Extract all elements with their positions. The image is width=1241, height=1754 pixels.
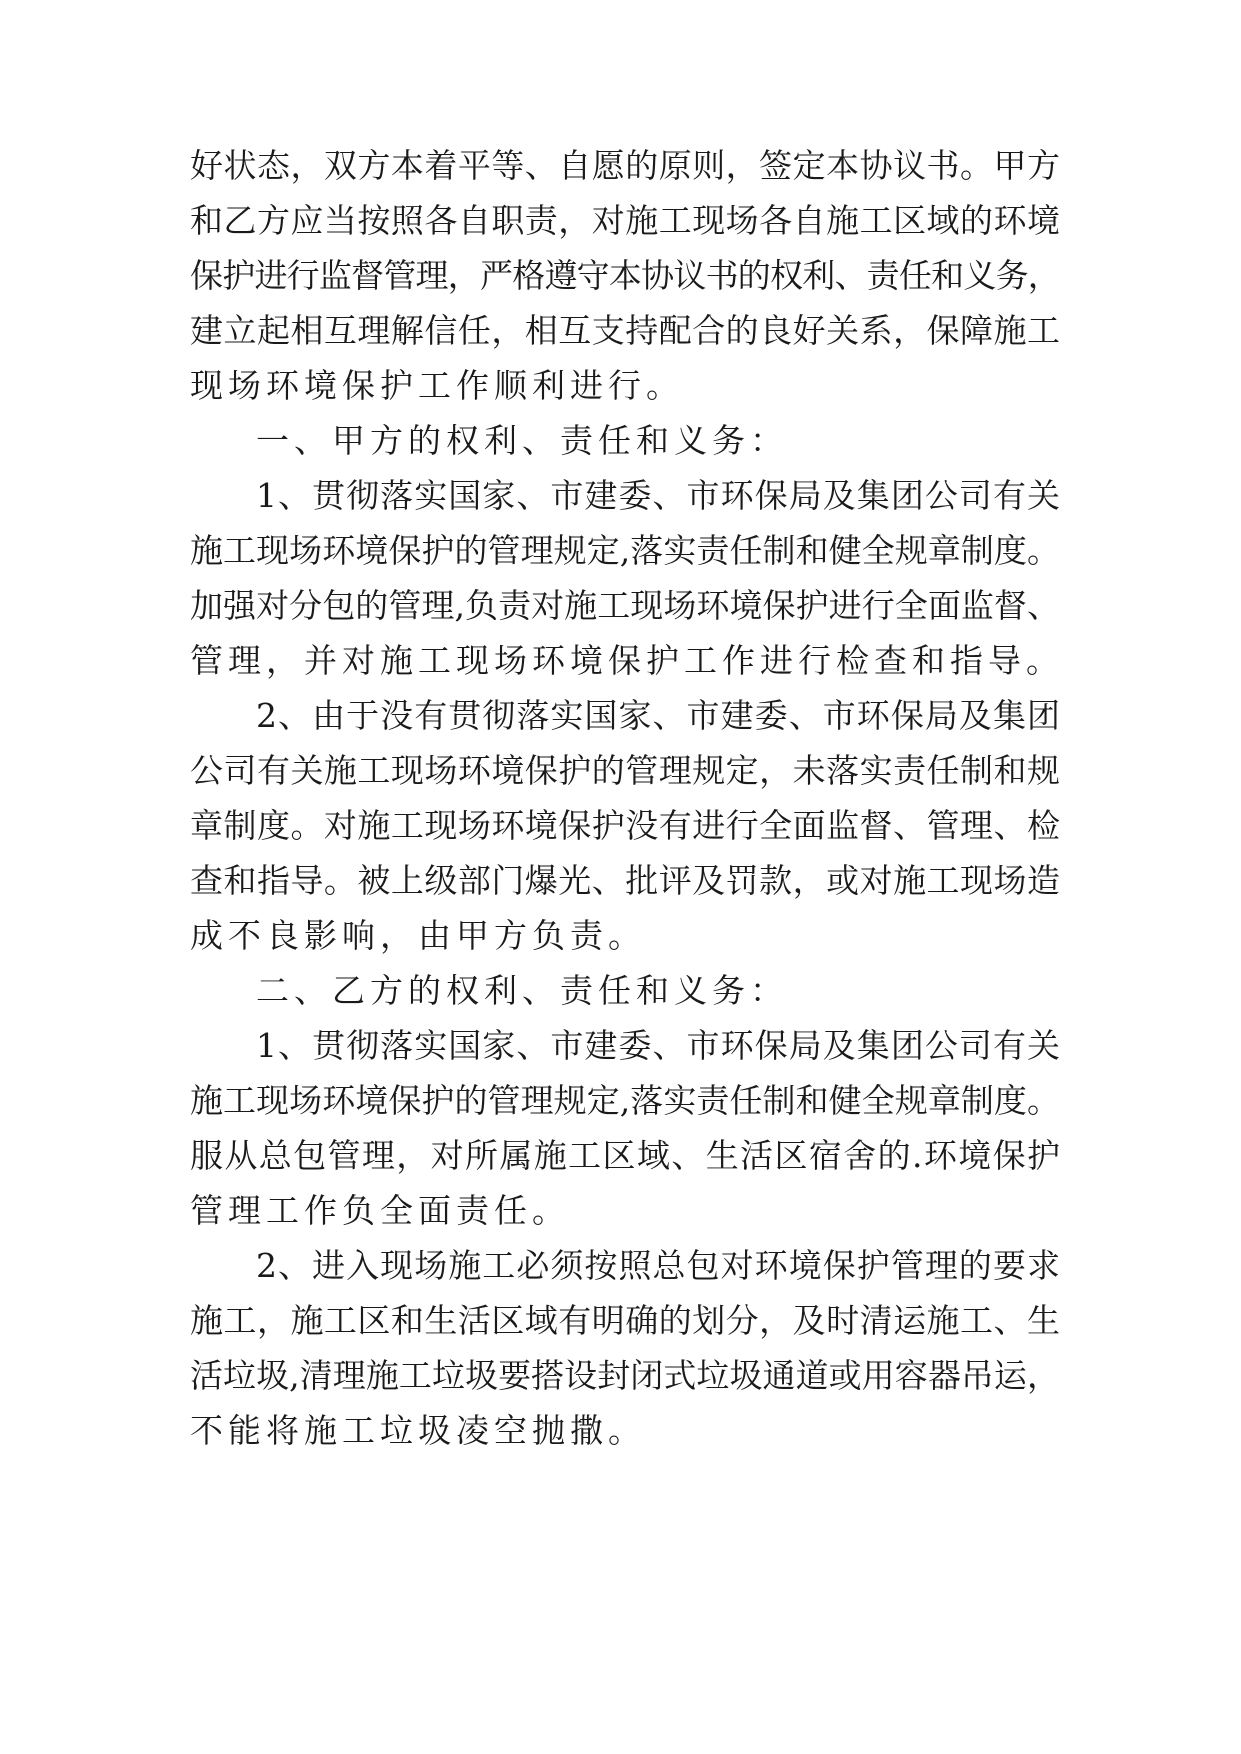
text-line: 查和指导。被上级部门爆光、批评及罚款，或对施工现场造 [190,861,1060,900]
text-line: 现场环境保护工作顺利进行。 [190,366,684,405]
section-heading-party-a: 一、甲方的权利、责任和义务： [256,421,788,460]
text-line: 施工现场环境保护的管理规定,落实责任制和健全规章制度。 [190,1081,1060,1120]
text-line: 成不良影响，由甲方负责。 [190,916,646,955]
text-line: 和乙方应当按照各自职责，对施工现场各自施工区域的环境 [190,201,1060,240]
text-line: 服从总包管理，对所属施工区域、生活区宿舍的.环境保护 [190,1136,1060,1175]
text-line: 1、贯彻落实国家、市建委、市环保局及集团公司有关 [256,1026,1060,1065]
text-line: 活垃圾,清理施工垃圾要搭设封闭式垃圾通道或用容器吊运， [190,1356,1060,1395]
text-line: 保护进行监督管理，严格遵守本协议书的权利、责任和义务， [190,256,1060,295]
text-line: 管理工作负全面责任。 [190,1191,570,1230]
text-line: 公司有关施工现场环境保护的管理规定，未落实责任制和规 [190,751,1060,790]
text-line: 施工，施工区和生活区域有明确的划分，及时清运施工、生 [190,1301,1060,1340]
text-line: 好状态，双方本着平等、自愿的原则，签定本协议书。甲方 [190,146,1060,185]
text-line: 2、进入现场施工必须按照总包对环境保护管理的要求 [256,1246,1060,1285]
text-line: 管理，并对施工现场环境保护工作进行检查和指导。 [190,641,1064,680]
text-line: 不能将施工垃圾凌空抛撒。 [190,1411,646,1450]
section-heading-party-b: 二、乙方的权利、责任和义务： [256,971,788,1010]
text-line: 2、由于没有贯彻落实国家、市建委、市环保局及集团 [256,696,1060,735]
text-line: 加强对分包的管理,负责对施工现场环境保护进行全面监督、 [190,586,1060,625]
text-line: 章制度。对施工现场环境保护没有进行全面监督、管理、检 [190,806,1060,845]
text-line: 1、贯彻落实国家、市建委、市环保局及集团公司有关 [256,476,1060,515]
text-line: 建立起相互理解信任，相互支持配合的良好关系，保障施工 [190,311,1060,350]
text-line: 施工现场环境保护的管理规定,落实责任制和健全规章制度。 [190,531,1060,570]
